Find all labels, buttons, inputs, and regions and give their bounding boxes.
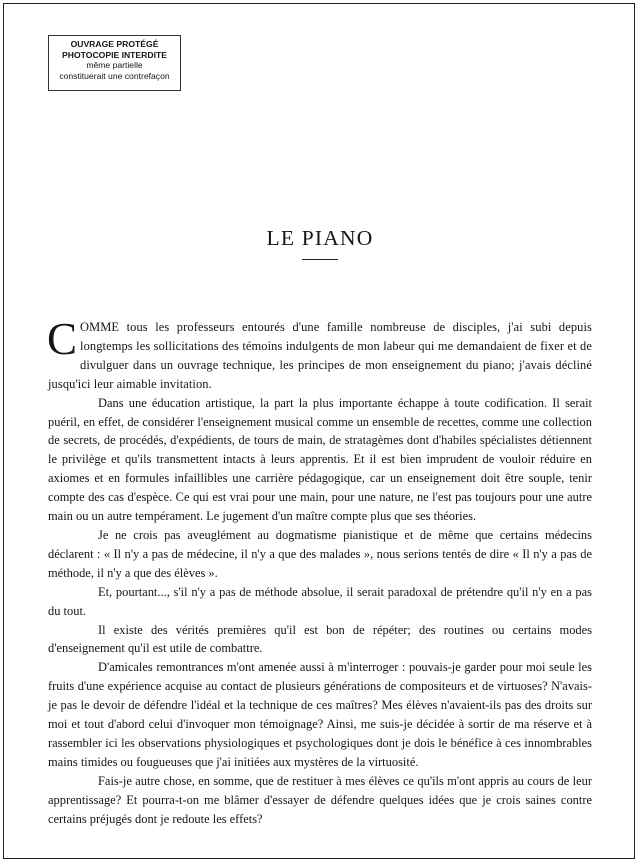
copyright-notice — [48, 35, 181, 91]
paragraph-6: D'amicales remontrances m'ont amenée aussi à m'interroger : pouvais-je garder pour moi seule les fruits d'une expérience acquise au contact de plusieurs générations de compositeurs et de virtuoses? N'avais-je pas le devoir de défendre l'idéal et la technique de ces maîtres? Mes élèves n'avaient-ils pas des droits sur moi et tout d'abord celui d'invoquer mon témoignage? Ainsi, me suis-je décidée à sortir de ma réserve et à rassembler ici les observations physiologiques et psychologiques dont je dois le bénéfice à ces innombrables mains timides ou fougueuses que j'ai initiées aux mystères de la virtuosité. — [48, 660, 592, 769]
paragraph-1 — [47, 314, 592, 394]
paragraph-4: Et, pourtant..., s'il n'y a pas de méthode absolue, il serait paradoxal de prétendre qu'il n'y en a pas du tout. — [48, 584, 592, 618]
title-rule — [302, 259, 338, 260]
notice-line-4: constituerait une contrefaçon — [59, 70, 170, 81]
paragraph-5: Il existe des vérités premières qu'il est bon de répéter; des routines ou certains modes d'enseignement qu'il est utile de combattre. — [48, 622, 592, 656]
body-text — [47, 314, 592, 828]
notice-line-2: PHOTOCOPIE INTERDITE — [62, 49, 167, 60]
drop-cap: C — [47, 314, 78, 364]
notice-line-3: même partielle — [86, 60, 143, 70]
paragraph-1-text: OMME tous les professeurs entourés d'une famille nombreuse de disciples, j'ai subi depuis longtemps les sollicitations des témoins indulgents de mon labeur qui me demandaient de fixer et de divulguer dans un ouvrage technique, les principes de mon enseignement du piano; j'avais décliné jusqu'ici leur aimable invitation. — [48, 320, 592, 391]
paragraph-3: Je ne crois pas aveuglément au dogmatisme pianistique et de même que certains médecins déclarent : « Il n'y a pas de médecine, il n'y a que des malades », nous serions tentés de dire « Il n'y a pas de méthode, il n'y a que des élèves ». — [48, 527, 592, 580]
paragraph-2: Dans une éducation artistique, la part la plus importante échappe à toute codification. Il serait puéril, en effet, de considérer l'enseignement musical comme un ensemble de recettes, comme une collection de secrets, de procédés, d'expédients, de tours de main, de stratagèmes dont d'habiles spécialistes détiennent le privilège et qu'ils transmettent intacts à leurs apprentis. Et il est bien imprudent de vouloir réduire en axiomes et en formules infaillibles une carrière pédagogique, car un enseignement doit être souple, tenir compte des cas d'espèce. Ce qui est vrai pour une main, pour une nature, ne l'est pas toujours pour une autre main ou un autre tempérament. Le jugement d'un maître compte plus que ses théories. — [48, 395, 592, 524]
notice-line-1: OUVRAGE PROTÉGÉ — [70, 39, 159, 49]
paragraph-7: Fais-je autre chose, en somme, que de restituer à mes élèves ce qu'ils m'ont appris au cours de leur apprentissage? Et pourra-t-on me blâmer d'essayer de défendre quelques idées que je crois saines contre certains préjugés dont je redoute les effets? — [48, 773, 592, 826]
chapter-title: LE PIANO — [266, 226, 374, 250]
